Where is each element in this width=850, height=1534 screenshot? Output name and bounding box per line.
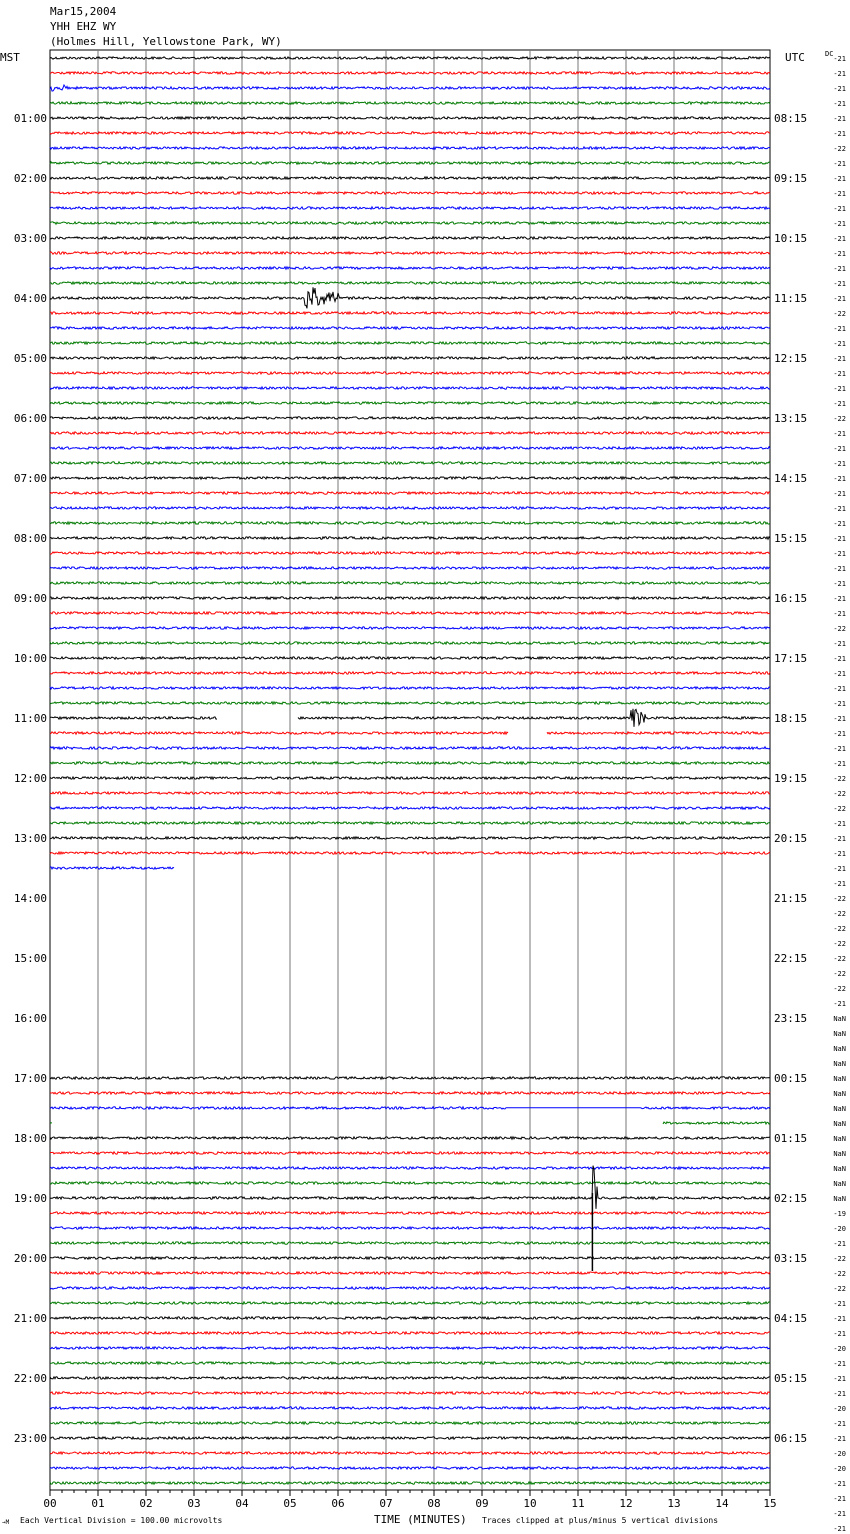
x-tick-label: 10 [523, 1497, 537, 1510]
dc-offset-label: -21 [833, 880, 846, 888]
dc-offset-label: NaN [833, 1165, 846, 1173]
dc-offset-label: -21 [833, 565, 846, 573]
dc-offset-label: -21 [833, 70, 846, 78]
dc-offset-label: -21 [833, 730, 846, 738]
dc-offset-label: -21 [833, 670, 846, 678]
dc-offset-label: -21 [833, 1510, 846, 1518]
x-tick-label: 03 [187, 1497, 201, 1510]
mst-hour-label: 12:00 [13, 772, 47, 785]
mst-hour-label: 05:00 [13, 352, 47, 365]
trace-line [50, 312, 770, 314]
trace-line [50, 1272, 770, 1274]
utc-hour-label: 22:15 [774, 952, 808, 965]
trace-line [50, 1317, 770, 1319]
dc-offset-label: -21 [833, 265, 846, 273]
utc-hour-label: 12:15 [774, 352, 808, 365]
trace-line [50, 492, 770, 494]
trace-line [50, 777, 770, 779]
dc-offset-label: -21 [833, 190, 846, 198]
dc-offset-label: -21 [833, 295, 846, 303]
utc-hour-label: 13:15 [774, 412, 808, 425]
corner-mark: →M [2, 1519, 10, 1526]
mst-hour-label: 14:00 [13, 892, 47, 905]
header-date: Mar15,2004 [50, 5, 117, 18]
dc-offset-label: -21 [833, 550, 846, 558]
dc-offset-label: -21 [833, 85, 846, 93]
trace-line [50, 1166, 770, 1209]
dc-offset-label: -21 [833, 835, 846, 843]
x-tick-label: 11 [571, 1497, 585, 1510]
trace-line [50, 1092, 770, 1094]
dc-offset-label: -21 [833, 370, 846, 378]
dc-offset-label: -21 [833, 55, 846, 63]
dc-offset-label: -21 [833, 820, 846, 828]
dc-offset-label: -22 [833, 1285, 846, 1293]
dc-offset-label: NaN [833, 1150, 846, 1158]
seismic-traces [50, 57, 770, 1484]
dc-offset-label: -21 [833, 1000, 846, 1008]
x-tick-label: 01 [91, 1497, 105, 1510]
trace-line [50, 792, 770, 794]
dc-offset-label: -21 [833, 850, 846, 858]
trace-line [50, 852, 770, 854]
dc-offset-label: -21 [833, 640, 846, 648]
mst-hour-label: 03:00 [13, 232, 47, 245]
trace-line [50, 1347, 770, 1349]
trace-line [50, 1302, 770, 1304]
dc-offset-label: -22 [833, 805, 846, 813]
trace-line [50, 177, 770, 179]
utc-hour-label: 08:15 [774, 112, 808, 125]
trace-line [50, 387, 770, 389]
dc-offset-label: -21 [833, 760, 846, 768]
dc-offset-label: -21 [833, 160, 846, 168]
mst-hour-label: 13:00 [13, 832, 47, 845]
dc-offset-label: -21 [833, 280, 846, 288]
dc-offset-label: -21 [833, 580, 846, 588]
dc-offset-label: NaN [833, 1075, 846, 1083]
trace-line [50, 132, 770, 134]
trace-line [50, 522, 770, 524]
utc-hour-label: 23:15 [774, 1012, 808, 1025]
trace-line [50, 762, 770, 764]
x-tick-label: 13 [667, 1497, 681, 1510]
trace-line [50, 1392, 770, 1394]
dc-offset-label: -20 [833, 1405, 846, 1413]
dc-offset-label: -21 [833, 400, 846, 408]
mst-hour-label: 06:00 [13, 412, 47, 425]
trace-line [50, 582, 770, 584]
trace-line [50, 237, 770, 239]
trace-line [50, 1182, 770, 1184]
trace-line [50, 287, 770, 308]
utc-hour-label: 16:15 [774, 592, 808, 605]
dc-offset-label: -21 [833, 205, 846, 213]
utc-hour-label: 15:15 [774, 532, 808, 545]
mst-hour-label: 19:00 [13, 1192, 47, 1205]
dc-offset-label: -21 [833, 715, 846, 723]
trace-line [50, 357, 770, 359]
dc-offset-label: -21 [833, 1420, 846, 1428]
trace-line [50, 867, 174, 869]
dc-offset-label: -21 [833, 340, 846, 348]
dc-offset-label: -21 [833, 220, 846, 228]
mst-hour-label: 22:00 [13, 1372, 47, 1385]
trace-line [50, 72, 770, 74]
x-tick-label: 02 [139, 1497, 153, 1510]
mst-hour-label: 15:00 [13, 952, 47, 965]
dc-offset-label: -22 [833, 310, 846, 318]
trace-line [50, 1242, 770, 1244]
dc-offset-label: -22 [833, 955, 846, 963]
x-tick-label: 12 [619, 1497, 633, 1510]
mst-label: MST [0, 51, 20, 64]
dc-offset-label: -21 [833, 745, 846, 753]
utc-hour-label: 05:15 [774, 1372, 808, 1385]
trace-line [50, 1227, 770, 1229]
trace-line [50, 822, 770, 824]
dc-offset-label: -21 [833, 520, 846, 528]
mst-hour-label: 10:00 [13, 652, 47, 665]
trace-line [50, 342, 770, 344]
trace-line [50, 537, 770, 539]
utc-hour-label: 02:15 [774, 1192, 808, 1205]
mst-hour-label: 09:00 [13, 592, 47, 605]
trace-line [50, 1122, 770, 1124]
trace-line [50, 1332, 770, 1334]
dc-offset-label: NaN [833, 1045, 846, 1053]
mst-hour-label: 11:00 [13, 712, 47, 725]
trace-line [50, 1167, 770, 1169]
dc-offset-label: NaN [833, 1030, 846, 1038]
dc-offset-label: -22 [833, 940, 846, 948]
dc-offset-label: -21 [833, 130, 846, 138]
trace-line [50, 1452, 770, 1454]
x-tick-label: 00 [43, 1497, 57, 1510]
dc-offset-label: -22 [833, 1255, 846, 1263]
trace-line [50, 1152, 770, 1154]
trace-line [50, 85, 770, 91]
dc-offset-label: -21 [833, 235, 846, 243]
dc-offset-label: -21 [833, 430, 846, 438]
dc-offset-label: -21 [833, 325, 846, 333]
utc-hour-label: 11:15 [774, 292, 808, 305]
mst-hour-label: 18:00 [13, 1132, 47, 1145]
dc-offset-label: -21 [833, 685, 846, 693]
dc-offset-label: -21 [833, 595, 846, 603]
dc-offset-label: -22 [833, 970, 846, 978]
trace-line [50, 807, 770, 809]
x-axis [43, 1490, 776, 1510]
dc-offset-label: -21 [833, 175, 846, 183]
trace-line [50, 1422, 770, 1424]
trace-line [50, 327, 770, 329]
utc-hour-label: 18:15 [774, 712, 808, 725]
trace-line [50, 1107, 770, 1109]
dc-offset-labels [833, 55, 846, 1534]
utc-hour-labels [774, 112, 807, 1445]
dc-offset-label: -20 [833, 1225, 846, 1233]
dc-offset-label: -20 [833, 1345, 846, 1353]
dc-offset-label: -21 [833, 865, 846, 873]
trace-line [50, 372, 770, 374]
dc-offset-label: -21 [833, 1525, 846, 1533]
trace-line [50, 507, 770, 509]
trace-line [50, 1257, 770, 1259]
mst-hour-labels [14, 112, 47, 1445]
trace-line [50, 252, 770, 254]
trace-line [50, 567, 770, 569]
footer-scale-note: Each Vertical Division = 100.00 microvolts [20, 1516, 223, 1525]
dc-offset-label: NaN [833, 1060, 846, 1068]
trace-line [50, 837, 770, 839]
mst-hour-label: 20:00 [13, 1252, 47, 1265]
trace-line [50, 162, 770, 164]
dc-offset-label: -22 [833, 895, 846, 903]
dc-offset-label: NaN [833, 1195, 846, 1203]
dc-offset-label: NaN [833, 1180, 846, 1188]
trace-line [50, 222, 770, 224]
mst-hour-label: 01:00 [13, 112, 47, 125]
dc-offset-label: -21 [833, 445, 846, 453]
utc-hour-label: 14:15 [774, 472, 808, 485]
mst-hour-label: 02:00 [13, 172, 47, 185]
dc-offset-label: -22 [833, 910, 846, 918]
utc-hour-label: 09:15 [774, 172, 808, 185]
dc-offset-label: -21 [833, 1375, 846, 1383]
dc-offset-label: NaN [833, 1105, 846, 1113]
dc-offset-label: -22 [833, 415, 846, 423]
dc-offset-label: -21 [833, 100, 846, 108]
trace-line [50, 627, 770, 629]
header-location: (Holmes Hill, Yellowstone Park, WY) [50, 35, 282, 48]
utc-hour-label: 20:15 [774, 832, 808, 845]
dc-offset-label: -21 [833, 1480, 846, 1488]
utc-hour-label: 00:15 [774, 1072, 808, 1085]
dc-offset-label: -21 [833, 1495, 846, 1503]
trace-line [50, 147, 770, 149]
trace-line [50, 462, 770, 464]
dc-offset-label: -22 [833, 985, 846, 993]
utc-hour-label: 10:15 [774, 232, 808, 245]
x-tick-label: 08 [427, 1497, 441, 1510]
dc-offset-label: NaN [833, 1135, 846, 1143]
mst-hour-label: 07:00 [13, 472, 47, 485]
trace-line [50, 642, 770, 644]
trace-line [50, 102, 770, 104]
trace-line [50, 1287, 770, 1289]
dc-offset-label: -19 [833, 1210, 846, 1218]
dc-offset-label: -21 [833, 655, 846, 663]
dc-offset-label: -22 [833, 145, 846, 153]
trace-line [50, 1437, 770, 1439]
trace-line [50, 612, 770, 614]
trace-line [50, 747, 770, 749]
dc-offset-label: -21 [833, 1360, 846, 1368]
dc-offset-label: -21 [833, 700, 846, 708]
trace-line [50, 672, 770, 674]
utc-hour-label: 19:15 [774, 772, 808, 785]
trace-line [50, 282, 770, 284]
dc-offset-label: -21 [833, 355, 846, 363]
dc-offset-label: -21 [833, 535, 846, 543]
trace-line [50, 1407, 770, 1409]
dc-offset-label: NaN [833, 1015, 846, 1023]
dc-offset-label: -21 [833, 1315, 846, 1323]
footer-clip-note: Traces clipped at plus/minus 5 vertical divisions [482, 1516, 719, 1525]
mst-hour-label: 16:00 [13, 1012, 47, 1025]
trace-line [50, 417, 770, 419]
trace-line [50, 477, 770, 479]
dc-offset-label: -21 [833, 490, 846, 498]
dc-offset-label: -21 [833, 385, 846, 393]
mst-hour-label: 23:00 [13, 1432, 47, 1445]
trace-line [50, 732, 770, 734]
trace-line [50, 1137, 770, 1139]
trace-line [50, 267, 770, 269]
mst-hour-label: 17:00 [13, 1072, 47, 1085]
utc-hour-label: 04:15 [774, 1312, 808, 1325]
x-tick-label: 15 [763, 1497, 777, 1510]
utc-label: UTC [785, 51, 805, 64]
trace-line [50, 1212, 770, 1214]
trace-line [50, 447, 770, 449]
trace-line [50, 402, 770, 404]
dc-offset-label: -21 [833, 505, 846, 513]
mst-hour-label: 08:00 [13, 532, 47, 545]
x-tick-label: 09 [475, 1497, 489, 1510]
x-tick-label: 06 [331, 1497, 345, 1510]
trace-line [50, 192, 770, 194]
trace-line [50, 1467, 770, 1469]
trace-line [50, 709, 770, 727]
dc-offset-label: -22 [833, 625, 846, 633]
trace-line [50, 1377, 770, 1379]
dc-offset-label: -20 [833, 1450, 846, 1458]
x-tick-label: 04 [235, 1497, 249, 1510]
trace-line [50, 597, 770, 599]
dc-offset-label: -21 [833, 1435, 846, 1443]
trace-line [50, 207, 770, 209]
dc-offset-label: -22 [833, 1270, 846, 1278]
trace-line [50, 1077, 770, 1079]
dc-offset-label: -21 [833, 475, 846, 483]
trace-line [50, 657, 770, 659]
mst-hour-label: 04:00 [13, 292, 47, 305]
dc-offset-label: -22 [833, 925, 846, 933]
utc-hour-label: 06:15 [774, 1432, 808, 1445]
dc-offset-label: -22 [833, 775, 846, 783]
dc-offset-label: NaN [833, 1090, 846, 1098]
trace-line [50, 552, 770, 554]
dc-offset-label: -21 [833, 1330, 846, 1338]
x-tick-label: 05 [283, 1497, 297, 1510]
dc-offset-label: -20 [833, 1465, 846, 1473]
dc-offset-label: -21 [833, 1240, 846, 1248]
dc-offset-label: -22 [833, 790, 846, 798]
mst-hour-label: 21:00 [13, 1312, 47, 1325]
dc-offset-label: -21 [833, 250, 846, 258]
trace-line [50, 687, 770, 689]
trace-line [50, 1362, 770, 1364]
trace-line [50, 57, 770, 59]
x-axis-title: TIME (MINUTES) [374, 1513, 467, 1526]
dc-offset-label: -21 [833, 1300, 846, 1308]
utc-hour-label: 21:15 [774, 892, 808, 905]
header-station: YHH EHZ WY [50, 20, 117, 33]
dc-offset-label: -21 [833, 460, 846, 468]
utc-hour-label: 01:15 [774, 1132, 808, 1145]
dc-offset-label: NaN [833, 1120, 846, 1128]
dc-offset-label: -21 [833, 115, 846, 123]
dc-offset-label: -21 [833, 610, 846, 618]
dc-offset-label: -21 [833, 1390, 846, 1398]
x-tick-label: 07 [379, 1497, 393, 1510]
dc-label: DC [825, 50, 834, 58]
utc-hour-label: 03:15 [774, 1252, 808, 1265]
trace-line [50, 702, 770, 704]
trace-line [50, 432, 770, 434]
trace-line [50, 117, 770, 119]
trace-line [50, 1482, 770, 1484]
utc-hour-label: 17:15 [774, 652, 808, 665]
x-tick-label: 14 [715, 1497, 729, 1510]
